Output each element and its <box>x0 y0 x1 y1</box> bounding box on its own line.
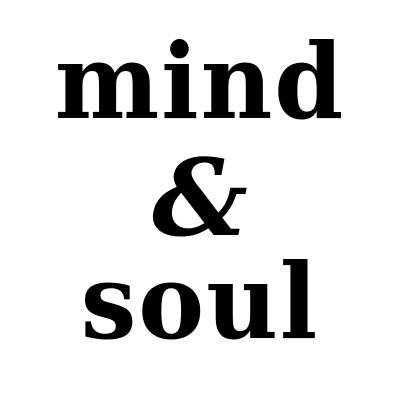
word-soul: soul <box>80 240 320 363</box>
word-mind: mind <box>54 20 346 143</box>
ampersand: & <box>152 135 248 260</box>
